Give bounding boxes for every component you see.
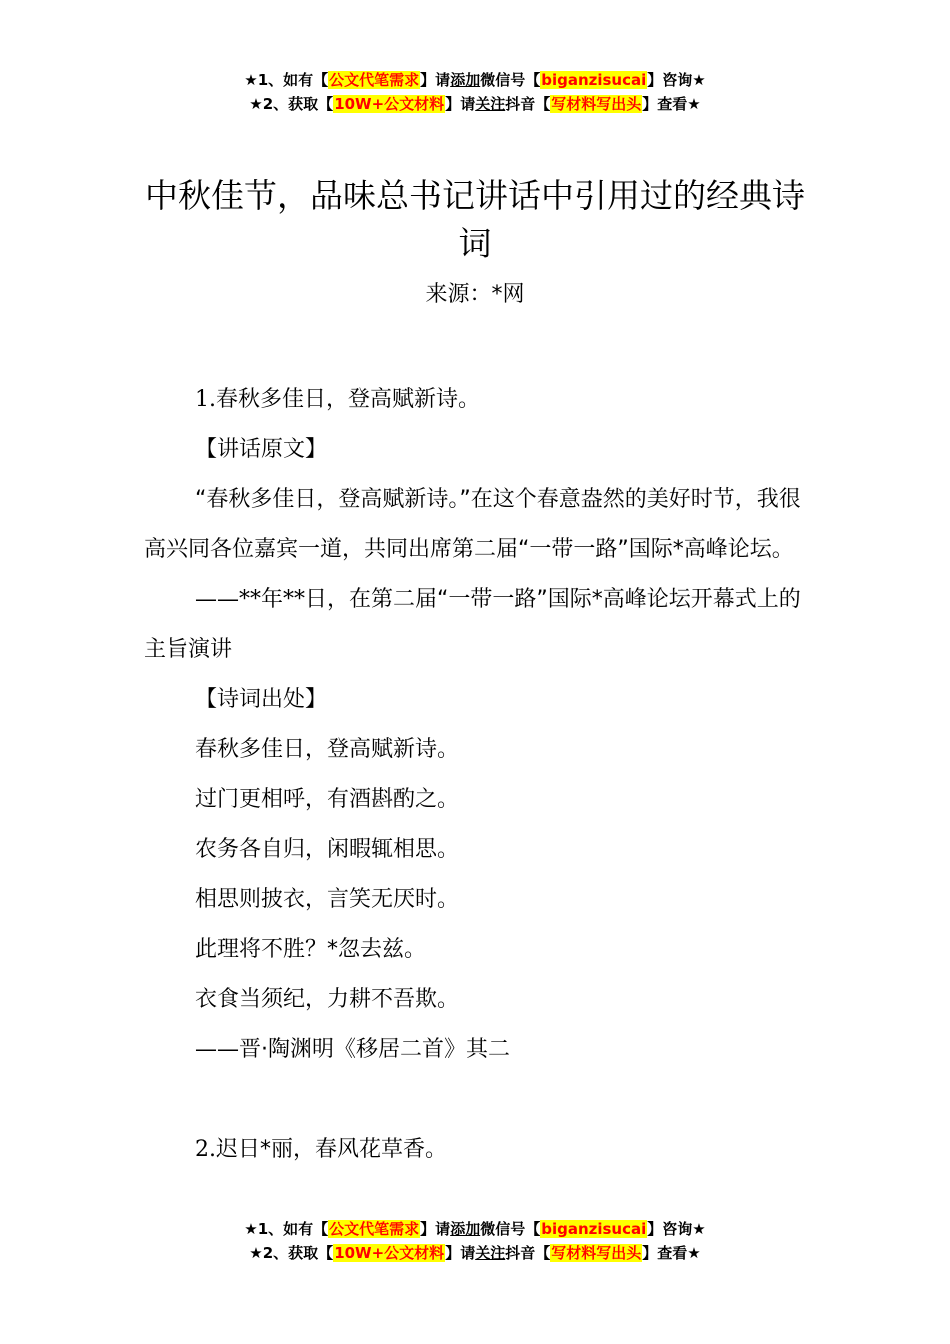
banner-text: 微信号【 bbox=[480, 1220, 541, 1238]
document-source: 来源：*网 bbox=[425, 282, 525, 307]
banner-text: 抖音【 bbox=[505, 1244, 551, 1262]
section-heading-text: 春秋多佳日，登高赋新诗。 bbox=[216, 387, 481, 412]
attribution-date: **年**日 bbox=[239, 587, 328, 612]
attribution-dash: —— bbox=[195, 587, 239, 612]
header-banner bbox=[0, 68, 950, 116]
poem-line: 农务各自归，闲暇辄相思。 bbox=[195, 837, 460, 862]
banner-text: 微信号【 bbox=[480, 71, 541, 89]
poem-attribution bbox=[144, 1025, 808, 1075]
banner-text: 】咨询★ bbox=[647, 71, 706, 89]
section-number: 1. bbox=[195, 387, 216, 412]
banner-text: ★2、获取【 bbox=[249, 1244, 334, 1262]
highlight-materials: 10W+公文材料 bbox=[334, 1244, 445, 1262]
banner-text: 】查看★ bbox=[642, 95, 701, 113]
highlight-wechat-id: biganzisucai bbox=[541, 71, 647, 89]
banner-line-1 bbox=[0, 68, 950, 92]
banner-text: 】查看★ bbox=[642, 1244, 701, 1262]
banner-text: ★2、获取【 bbox=[249, 95, 334, 113]
highlight-ghostwriting: 公文代笔需求 bbox=[329, 1220, 420, 1238]
banner-text: 抖音【 bbox=[505, 95, 551, 113]
highlight-materials: 10W+公文材料 bbox=[334, 95, 445, 113]
poem-line: 春秋多佳日，登高赋新诗。 bbox=[195, 737, 460, 762]
poem-line: 此理将不胜？*忽去兹。 bbox=[195, 937, 427, 962]
speech-paragraph: “春秋多佳日，登高赋新诗。”在这个春意盎然的美好时节，我很高兴同各位嘉宾一道，共同出席第二届“一带一路”国际*高峰论坛。 bbox=[144, 487, 801, 562]
banner-text: 】请 bbox=[445, 1244, 476, 1262]
section-heading-text: 迟日*丽，春风花草香。 bbox=[216, 1137, 448, 1162]
highlight-douyin: 写材料写出头 bbox=[551, 95, 642, 113]
poem-line: 过门更相呼，有酒斟酌之。 bbox=[195, 787, 460, 812]
section-heading bbox=[144, 375, 808, 425]
poem-line: 相思则披衣，言笑无厌时。 bbox=[195, 887, 460, 912]
footer-banner bbox=[0, 1217, 950, 1265]
poem-line: 衣食当须纪，力耕不吾欺。 bbox=[195, 987, 460, 1012]
banner-text: 】请 bbox=[420, 1220, 451, 1238]
label-speech: 【讲话原文】 bbox=[195, 437, 328, 462]
banner-text-underlined: 关注 bbox=[475, 95, 506, 113]
highlight-douyin: 写材料写出头 bbox=[551, 1244, 642, 1262]
highlight-wechat-id: biganzisucai bbox=[541, 1220, 647, 1238]
banner-text-underlined: 关注 bbox=[475, 1244, 506, 1262]
document-title: 中秋佳节，品味总书记讲话中引用过的经典诗词 bbox=[145, 176, 805, 263]
highlight-ghostwriting: 公文代笔需求 bbox=[329, 71, 420, 89]
banner-line-2 bbox=[0, 1241, 950, 1265]
section-heading bbox=[144, 1125, 808, 1175]
label-poem: 【诗词出处】 bbox=[195, 687, 328, 712]
document-body bbox=[144, 375, 808, 1175]
attribution-text: 晋·陶渊明《移居二首》其二 bbox=[239, 1037, 510, 1062]
banner-text: 】请 bbox=[445, 95, 476, 113]
banner-text: ★1、如有【 bbox=[244, 1220, 329, 1238]
paragraph-gap bbox=[144, 1075, 808, 1125]
speech-attribution bbox=[144, 575, 808, 675]
banner-text-underlined: 添加 bbox=[450, 1220, 481, 1238]
attribution-text: ，在第二届“一带一路”国际*高峰论坛开幕式上的主旨演讲 bbox=[144, 587, 801, 662]
banner-line-1 bbox=[0, 1217, 950, 1241]
banner-text: ★1、如有【 bbox=[244, 71, 329, 89]
banner-text: 】请 bbox=[420, 71, 451, 89]
attribution-dash: —— bbox=[195, 1037, 239, 1062]
banner-text: 】咨询★ bbox=[647, 1220, 706, 1238]
banner-line-2 bbox=[0, 92, 950, 116]
banner-text-underlined: 添加 bbox=[450, 71, 481, 89]
section-number: 2. bbox=[195, 1137, 216, 1162]
